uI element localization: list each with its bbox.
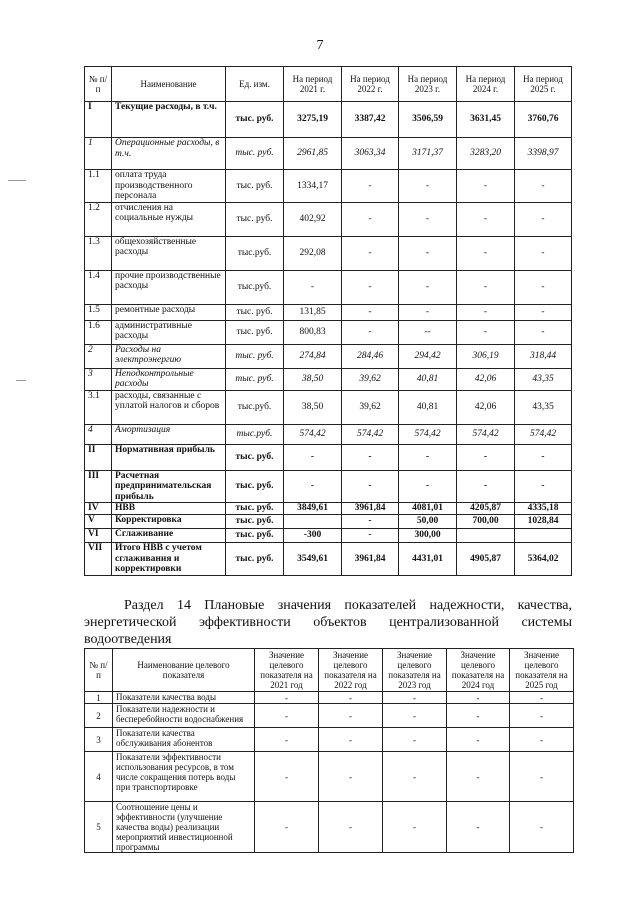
row-name-cell: прочие производственные расходы [112, 270, 226, 304]
table-header-row [85, 67, 572, 102]
value-cell: - [399, 170, 457, 203]
unit-cell: тыс. руб. [226, 515, 284, 529]
value-cell: 3849,61 [284, 503, 342, 515]
header-cell: № п/п [85, 649, 113, 692]
value-cell: 3506,59 [399, 102, 457, 138]
value-cell: - [510, 752, 574, 802]
value-cell: 574,42 [515, 424, 572, 444]
value-cell: - [284, 470, 342, 503]
value-cell: 1028,84 [515, 515, 572, 529]
row-number-cell: 1 [85, 692, 113, 704]
value-cell: - [399, 236, 457, 270]
row-number-cell: 1 [85, 138, 112, 170]
table-row [85, 470, 572, 503]
table-row [85, 728, 574, 752]
value-cell: 4081,01 [399, 503, 457, 515]
value-cell: - [515, 444, 572, 470]
unit-cell: тыс. руб. [226, 503, 284, 515]
table-row [85, 752, 574, 802]
value-cell: 300,00 [399, 529, 457, 543]
table-row [85, 704, 574, 728]
unit-cell: тыс. руб. [226, 543, 284, 576]
table-row [85, 138, 572, 170]
row-name-cell: Расчетная предпринимательская прибыль [112, 470, 226, 503]
value-cell: - [457, 270, 515, 304]
value-cell: - [342, 515, 399, 529]
value-cell: - [383, 704, 447, 728]
value-cell [515, 529, 572, 543]
row-name-cell: Итого НВВ с учетом сглаживания и корректировки [112, 543, 226, 576]
value-cell: - [319, 728, 383, 752]
value-cell: 1334,17 [284, 170, 342, 203]
row-number-cell: 1.4 [85, 270, 112, 304]
value-cell: 42,06 [457, 368, 515, 390]
row-number-cell: 4 [85, 752, 113, 802]
row-name-cell: Расходы на электроэнергию [112, 344, 226, 368]
indicator-name-cell: Показатели надежности и бесперебойности водоснабжения [113, 704, 255, 728]
value-cell: - [447, 704, 510, 728]
value-cell: - [284, 444, 342, 470]
row-number-cell: VII [85, 543, 112, 576]
table-row [85, 802, 574, 853]
table-row [85, 304, 572, 320]
value-cell: 284,46 [342, 344, 399, 368]
value-cell: - [457, 320, 515, 344]
table-row [85, 270, 572, 304]
header-cell: Значение целевого показателя на 2022 год [319, 649, 383, 692]
row-number-cell: 2 [85, 344, 112, 368]
row-number-cell: 4 [85, 424, 112, 444]
unit-cell: тыс.руб. [226, 236, 284, 270]
unit-cell: тыс. руб. [226, 304, 284, 320]
row-name-cell: Неподконтрольные расходы [112, 368, 226, 390]
value-cell: - [399, 202, 457, 236]
value-cell: 800,83 [284, 320, 342, 344]
value-cell: - [515, 170, 572, 203]
value-cell: - [457, 444, 515, 470]
section-heading [84, 597, 572, 648]
row-name-cell: административные расходы [112, 320, 226, 344]
row-name-cell: расходы, связанные с уплатой налогов и сборов [112, 390, 226, 424]
value-cell: - [319, 704, 383, 728]
value-cell: 50,00 [399, 515, 457, 529]
value-cell: - [457, 170, 515, 203]
value-cell: 274,84 [284, 344, 342, 368]
value-cell: 43,35 [515, 390, 572, 424]
row-number-cell: III [85, 470, 112, 503]
unit-cell: тыс. руб. [226, 138, 284, 170]
header-cell: На период 2022 г. [342, 67, 399, 102]
header-cell: № п/п [85, 67, 112, 102]
value-cell: 3275,19 [284, 102, 342, 138]
value-cell: - [515, 470, 572, 503]
value-cell: - [342, 202, 399, 236]
table-row [85, 529, 572, 543]
unit-cell: тыс. руб. [226, 529, 284, 543]
row-name-cell: ремонтные расходы [112, 304, 226, 320]
value-cell: - [457, 202, 515, 236]
margin-mark [8, 180, 26, 181]
row-number-cell: 3.1 [85, 390, 112, 424]
row-number-cell: I [85, 102, 112, 138]
value-cell: 4905,87 [457, 543, 515, 576]
value-cell: - [342, 320, 399, 344]
indicator-name-cell: Показатели качества обслуживания абонентов [113, 728, 255, 752]
table-row [85, 320, 572, 344]
row-number-cell: 5 [85, 802, 113, 853]
value-cell: 3387,42 [342, 102, 399, 138]
row-name-cell: Нормативная прибыль [112, 444, 226, 470]
value-cell: 42,06 [457, 390, 515, 424]
unit-cell: тыс. руб. [226, 368, 284, 390]
row-name-cell: оплата труда производственного персонала [112, 170, 226, 203]
row-number-cell: VI [85, 529, 112, 543]
value-cell: 3631,45 [457, 102, 515, 138]
value-cell: - [447, 728, 510, 752]
unit-cell: тыс.руб. [226, 390, 284, 424]
table-row [85, 543, 572, 576]
unit-cell: тыс. руб. [226, 202, 284, 236]
row-number-cell: 1.3 [85, 236, 112, 270]
value-cell: - [383, 692, 447, 704]
value-cell: 3171,37 [399, 138, 457, 170]
value-cell: 574,42 [284, 424, 342, 444]
header-cell: Ед. изм. [226, 67, 284, 102]
header-cell: Значение целевого показателя на 2024 год [447, 649, 510, 692]
table-row [85, 368, 572, 390]
row-name-cell: Операционные расходы, в т.ч. [112, 138, 226, 170]
value-cell: - [342, 170, 399, 203]
value-cell: 306,19 [457, 344, 515, 368]
value-cell: 38,50 [284, 368, 342, 390]
value-cell: - [399, 444, 457, 470]
section-heading-line: Раздел 14 Плановые значения показателей надежности, качества, [124, 598, 572, 613]
value-cell: - [510, 802, 574, 853]
value-cell: - [284, 270, 342, 304]
value-cell: 574,42 [399, 424, 457, 444]
table-row [85, 102, 572, 138]
row-name-cell: Сглаживание [112, 529, 226, 543]
unit-cell: тыс.руб. [226, 270, 284, 304]
table-row [85, 236, 572, 270]
row-number-cell: 2 [85, 704, 113, 728]
value-cell: - [399, 304, 457, 320]
table-row [85, 202, 572, 236]
unit-cell: тыс. руб. [226, 320, 284, 344]
value-cell: - [319, 692, 383, 704]
value-cell: - [255, 704, 319, 728]
value-cell: - [510, 728, 574, 752]
row-name-cell: Корректировка [112, 515, 226, 529]
value-cell: - [383, 802, 447, 853]
value-cell: 574,42 [457, 424, 515, 444]
value-cell: - [383, 752, 447, 802]
row-number-cell: V [85, 515, 112, 529]
value-cell: 3760,76 [515, 102, 572, 138]
value-cell [457, 529, 515, 543]
header-cell: На период 2025 г. [515, 67, 572, 102]
table-row [85, 692, 574, 704]
value-cell: 5364,02 [515, 543, 572, 576]
header-cell: На период 2023 г. [399, 67, 457, 102]
value-cell: - [342, 304, 399, 320]
value-cell: 292,08 [284, 236, 342, 270]
table-row [85, 390, 572, 424]
table-row [85, 503, 572, 515]
header-cell: Наименование [112, 67, 226, 102]
header-cell: Значение целевого показателя на 2023 год [383, 649, 447, 692]
value-cell: 38,50 [284, 390, 342, 424]
unit-cell: тыс. руб. [226, 470, 284, 503]
header-cell: На период 2021 г. [284, 67, 342, 102]
table-header-row [85, 649, 574, 692]
unit-cell: тыс. руб. [226, 102, 284, 138]
value-cell: 131,85 [284, 304, 342, 320]
value-cell: - [342, 270, 399, 304]
value-cell: - [255, 802, 319, 853]
row-number-cell: 3 [85, 728, 113, 752]
section-heading-line: энергетической эффективности объектов централизованной системы [84, 615, 572, 630]
table-row [85, 444, 572, 470]
unit-cell: тыс. руб. [226, 170, 284, 203]
value-cell: - [447, 752, 510, 802]
value-cell: - [515, 202, 572, 236]
row-number-cell: 1.1 [85, 170, 112, 203]
value-cell: 574,42 [342, 424, 399, 444]
value-cell: 40,81 [399, 368, 457, 390]
unit-cell: тыс.руб. [226, 424, 284, 444]
value-cell: 3961,84 [342, 543, 399, 576]
value-cell: - [457, 236, 515, 270]
value-cell: 43,35 [515, 368, 572, 390]
value-cell: - [515, 320, 572, 344]
value-cell: 4205,87 [457, 503, 515, 515]
row-name-cell: Текущие расходы, в т.ч. [112, 102, 226, 138]
value-cell: 402,92 [284, 202, 342, 236]
value-cell: - [255, 728, 319, 752]
expenses-table [84, 66, 572, 576]
value-cell: - [515, 304, 572, 320]
value-cell: - [447, 692, 510, 704]
value-cell: - [457, 470, 515, 503]
table-row [85, 170, 572, 203]
row-name-cell: НВВ [112, 503, 226, 515]
value-cell: - [255, 752, 319, 802]
value-cell: - [515, 270, 572, 304]
value-cell: - [342, 470, 399, 503]
table-row [85, 515, 572, 529]
value-cell: -300 [284, 529, 342, 543]
row-name-cell: отчисления на социальные нужды [112, 202, 226, 236]
value-cell: 39,62 [342, 390, 399, 424]
value-cell: 700,00 [457, 515, 515, 529]
indicators-table [84, 648, 574, 853]
row-number-cell: 1.6 [85, 320, 112, 344]
value-cell: 3283,20 [457, 138, 515, 170]
value-cell: 294,42 [399, 344, 457, 368]
value-cell: - [515, 236, 572, 270]
value-cell: 318,44 [515, 344, 572, 368]
row-number-cell: 3 [85, 368, 112, 390]
table-row [85, 424, 572, 444]
value-cell: - [510, 692, 574, 704]
section-heading-line: водоотведения [84, 632, 172, 647]
value-cell: - [457, 304, 515, 320]
page-number: 7 [316, 38, 324, 53]
indicator-name-cell: Соотношение цены и эффективности (улучшение качества воды) реализации мероприятий инвестиционной программы [113, 802, 255, 853]
value-cell: - [399, 470, 457, 503]
indicator-name-cell: Показатели эффективности использования ресурсов, в том числе сокращения потерь воды при транспортировке [113, 752, 255, 802]
value-cell [284, 515, 342, 529]
value-cell: 39,62 [342, 368, 399, 390]
value-cell: -- [399, 320, 457, 344]
row-name-cell: Амортизация [112, 424, 226, 444]
value-cell: - [342, 529, 399, 543]
value-cell: - [399, 270, 457, 304]
value-cell: 40,81 [399, 390, 457, 424]
row-number-cell: IV [85, 503, 112, 515]
row-number-cell: 1.2 [85, 202, 112, 236]
unit-cell: тыс. руб. [226, 444, 284, 470]
header-cell: На период 2024 г. [457, 67, 515, 102]
header-cell: Значение целевого показателя на 2025 год [510, 649, 574, 692]
value-cell: 4335,18 [515, 503, 572, 515]
value-cell: - [510, 704, 574, 728]
value-cell: 3398,97 [515, 138, 572, 170]
value-cell: 3961,84 [342, 503, 399, 515]
value-cell: - [319, 752, 383, 802]
header-cell: Значение целевого показателя на 2021 год [255, 649, 319, 692]
indicator-name-cell: Показатели качества воды [113, 692, 255, 704]
value-cell: - [447, 802, 510, 853]
unit-cell: тыс. руб. [226, 344, 284, 368]
value-cell: 4431,01 [399, 543, 457, 576]
row-number-cell: 1.5 [85, 304, 112, 320]
row-number-cell: II [85, 444, 112, 470]
table-row [85, 344, 572, 368]
value-cell: - [342, 444, 399, 470]
value-cell: - [342, 236, 399, 270]
value-cell: 3549,61 [284, 543, 342, 576]
margin-mark [16, 380, 26, 381]
value-cell: 3063,34 [342, 138, 399, 170]
value-cell: - [255, 692, 319, 704]
value-cell: - [319, 802, 383, 853]
header-cell: Наименование целевого показателя [113, 649, 255, 692]
row-name-cell: общехозяйственные расходы [112, 236, 226, 270]
value-cell: - [383, 728, 447, 752]
value-cell: 2961,85 [284, 138, 342, 170]
